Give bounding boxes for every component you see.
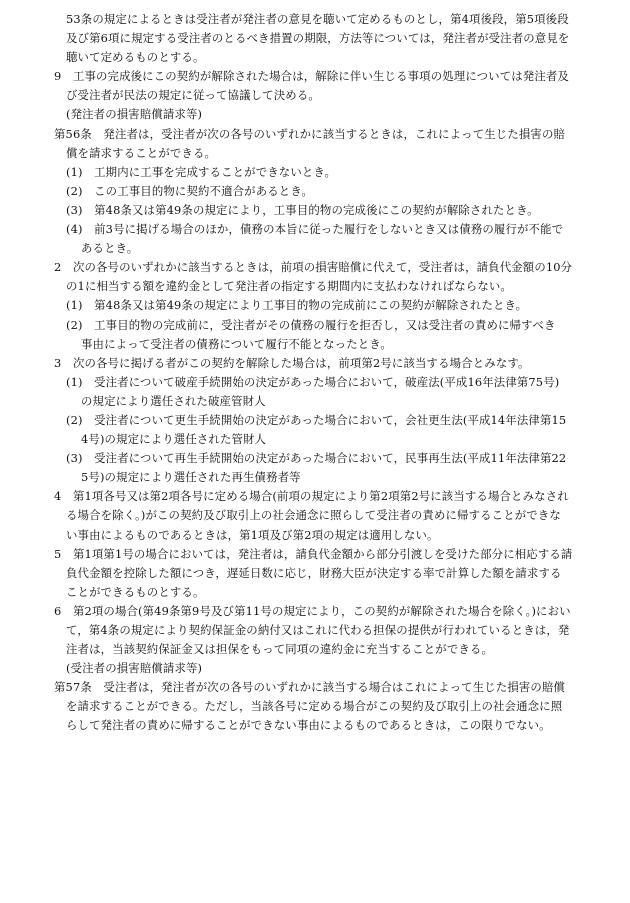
text-line: の1に相当する額を違約金として発注者の指定する期間内に支払わなければならない。 bbox=[66, 279, 512, 294]
text-line: 負代金額を控除した額につき，遅延日数に応じ，財務大臣が決定する率で計算した額を請求する bbox=[66, 565, 562, 580]
list-item-continuation: 事由によって受注者の債務について履行不能となったとき。 bbox=[81, 336, 392, 351]
article-57: 第57条 受注者は，発注者が次の各号のいずれかに該当する場合はこれによって生じた損害の賠償 bbox=[54, 680, 566, 695]
text-line: 及び第6項に規定する受注者のとるべき措置の期限，方法等については，発注者が受注者の意見を bbox=[66, 31, 570, 46]
text-line: ことができるものとする。 bbox=[66, 584, 205, 599]
text-line: 53条の規定によるときは受注者が発注者の意見を聴いて定めるものとし，第4項後段，第5項後段 bbox=[66, 12, 569, 26]
list-item: (3) 第48条又は第49条の規定により，工事目的物の完成後にこの契約が解除されたとき。 bbox=[66, 202, 539, 217]
paragraph-6: 6 第2項の場合(第49条第9号及び第11号の規定により，この契約が解除された場合を除く。)におい bbox=[54, 603, 571, 618]
list-item: (1) 受注者について破産手続開始の決定があった場合において，破産法(平成16年法律第75号) bbox=[66, 374, 560, 389]
text-line: び受注者が民法の規定に従って協議して決める。 bbox=[66, 88, 320, 103]
list-item-continuation: の規定により選任された破産管財人 bbox=[81, 393, 266, 408]
list-item-continuation: あるとき。 bbox=[81, 241, 139, 256]
article-heading: (受注者の損害賠償請求等) bbox=[66, 661, 203, 676]
text-line: 注者は，当該契約保証金又は担保をもって同項の違約金に充当することができる。 bbox=[66, 642, 494, 657]
list-item: (1) 工期内に工事を完成することができないとき。 bbox=[66, 164, 337, 179]
paragraph-4: 4 第1項各号又は第2項各号に定める場合(前項の規定により第2項第2号に該当する場合とみなされ bbox=[54, 489, 569, 504]
list-item: (2) 受注者について更生手続開始の決定があった場合において，会社更生法(平成14年法律第15 bbox=[66, 412, 567, 427]
text-line: らして発注者の責めに帰することができない事由によるものであるときは，この限りでない。 bbox=[66, 718, 551, 733]
text-line: い事由によるものであるときは，第1項及び第2項の規定は適用しない。 bbox=[66, 527, 439, 542]
text-line: 償を請求することができる。 bbox=[66, 145, 217, 160]
paragraph-5: 5 第1項第1号の場合においては，発注者は，請負代金額から部分引渡しを受けた部分に相応する請 bbox=[54, 546, 573, 561]
list-item: (3) 受注者について再生手続開始の決定があった場合において，民事再生法(平成11年法律第22 bbox=[66, 451, 567, 466]
text-line: る場合を除く。)がこの契約及び取引上の社会通念に照らして受注者の責めに帰することができな bbox=[66, 508, 561, 523]
article-heading: (発注者の損害賠償請求等) bbox=[66, 107, 203, 122]
paragraph-2: 2 次の各号のいずれかに該当するときは，前項の損害賠償に代えて，受注者は，請負代金額の10分 bbox=[54, 260, 573, 275]
text-line: て，第4条の規定により契約保証金の納付又はこれに代わる担保の提供が行われているときは，発 bbox=[66, 623, 570, 637]
text-line: を請求することができる。ただし，当該各号に定める場合がこの契約及び取引上の社会通念に照 bbox=[66, 699, 563, 714]
paragraph-3: 3 次の各号に掲げる者がこの契約を解除した場合は，前項第2号に該当する場合とみなす。 bbox=[54, 355, 530, 370]
list-item: (4) 前3号に掲げる場合のほか，債務の本旨に従った履行をしないとき又は債務の履行が不能で bbox=[66, 222, 564, 237]
paragraph-9: 9 工事の完成後にこの契約が解除された場合は，解除に伴い生じる事項の処理については発注者及 bbox=[54, 69, 569, 84]
article-56: 第56条 発注者は，受注者が次の各号のいずれかに該当するときは，これによって生じた損害の賠 bbox=[54, 126, 566, 141]
list-item: (2) この工事目的物に契約不適合があるとき。 bbox=[66, 183, 313, 198]
list-item-continuation: 5号)の規定により選任された再生債務者等 bbox=[81, 470, 301, 485]
list-item: (1) 第48条又は第49条の規定により工事目的物の完成前にこの契約が解除されたとき。 bbox=[66, 298, 528, 313]
list-item: (2) 工事目的物の完成前に，受注者がその債務の履行を拒否し，又は受注者の責めに帰すべき bbox=[66, 317, 556, 332]
text-line: 聴いて定めるものとする。 bbox=[66, 50, 205, 65]
list-item-continuation: 4号)の規定により選任された管財人 bbox=[81, 432, 267, 447]
